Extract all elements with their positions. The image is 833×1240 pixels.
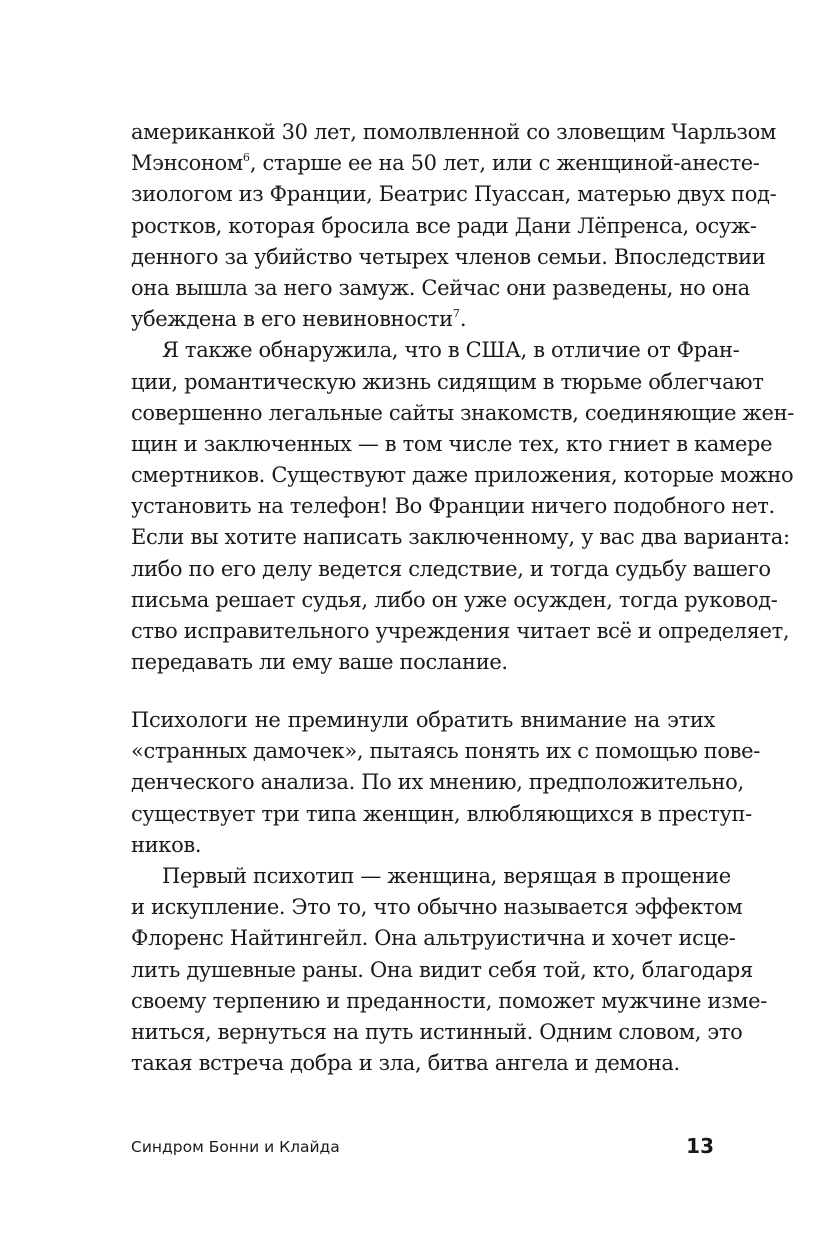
text-line: своему терпению и преданности, поможет мужчине изме- <box>131 988 767 1013</box>
text-line: такая встреча добра и зла, битва ангела и демона. <box>131 1051 680 1076</box>
text-line: Флоренс Найтингейл. Она альтруистична и хочет исце- <box>131 926 736 951</box>
running-footer-title: Синдром Бонни и Клайда <box>131 1138 340 1156</box>
text-line: ниться, вернуться на путь истинный. Одним словом, это <box>131 1019 743 1044</box>
footnote-ref-6[interactable]: 6 <box>242 151 250 165</box>
text-line: денческого анализа. По их мнению, предположительно, <box>131 770 744 795</box>
text-line: и искупление. Это то, что обычно называется эффектом <box>131 895 743 920</box>
text-line: Если вы хотите написать заключенному, у вас два варианта: <box>131 525 790 550</box>
text-line: денного за убийство четырех членов семьи. Впоследствии <box>131 244 766 269</box>
footnote-ref-7[interactable]: 7 <box>452 307 460 321</box>
text-line <box>131 304 715 335</box>
text-line: ции, романтическую жизнь сидящим в тюрьме облегчают <box>131 369 764 394</box>
text-line: Первый психотип — женщина, верящая в прощение <box>162 863 731 888</box>
paragraph-first-type <box>131 861 767 1079</box>
text-line: «странных дамочек», пытаясь понять их с помощью пове- <box>131 739 760 764</box>
text-block-bottom <box>131 705 767 1079</box>
text-span: . <box>459 307 467 332</box>
text-line: зиологом из Франции, Беатрис Пуассан, матерью двух под- <box>131 182 777 207</box>
text-line: ников. <box>131 832 202 857</box>
text-line: щин и заключенных — в том числе тех, кто гниет в камере <box>131 431 773 456</box>
text-line: ство исправительного учреждения читает всё и определяет, <box>131 619 790 643</box>
page-number: 13 <box>686 1134 714 1158</box>
text-line: лить душевные раны. Она видит себя той, кто, благодаря <box>131 957 753 982</box>
text-line: передавать ли ему ваше послание. <box>131 650 508 675</box>
text-line: смертников. Существуют даже приложения, которые можно <box>131 463 794 488</box>
text-line <box>131 148 760 179</box>
paragraph-psychologists <box>131 705 760 861</box>
text-line: существует три типа женщин, влюбляющихся в преступ- <box>131 801 752 826</box>
text-line: Психологи не преминули обратить внимание на этих <box>131 708 715 732</box>
text-span: , старше ее на 50 лет, или с женщиной-анесте- <box>249 151 760 176</box>
text-line: совершенно легальные сайты знакомств, соединяющие жен- <box>131 400 794 425</box>
text-line: она вышла за него замуж. Сейчас они разведены, но она <box>131 275 750 300</box>
text-span: Мэнсоном <box>131 151 243 176</box>
text-line: американкой 30 лет, помолвленной со зловещим Чарльзом <box>131 120 776 144</box>
text-block-top <box>131 117 794 678</box>
text-line: Я также обнаружила, что в США, в отличие от Фран- <box>162 338 740 363</box>
text-line: установить на телефон! Во Франции ничего подобного нет. <box>131 494 775 519</box>
text-line: письма решает судья, либо он уже осужден, тогда руковод- <box>131 587 778 612</box>
text-span: убеждена в его невиновности <box>131 307 453 332</box>
text-line: либо по его делу ведется следствие, и тогда судьбу вашего <box>131 556 771 581</box>
paragraph-usa-dating <box>131 335 794 678</box>
text-line: ростков, которая бросила все ради Дани Лёпренса, осуж- <box>131 213 757 238</box>
paragraph-continuation <box>131 117 777 335</box>
